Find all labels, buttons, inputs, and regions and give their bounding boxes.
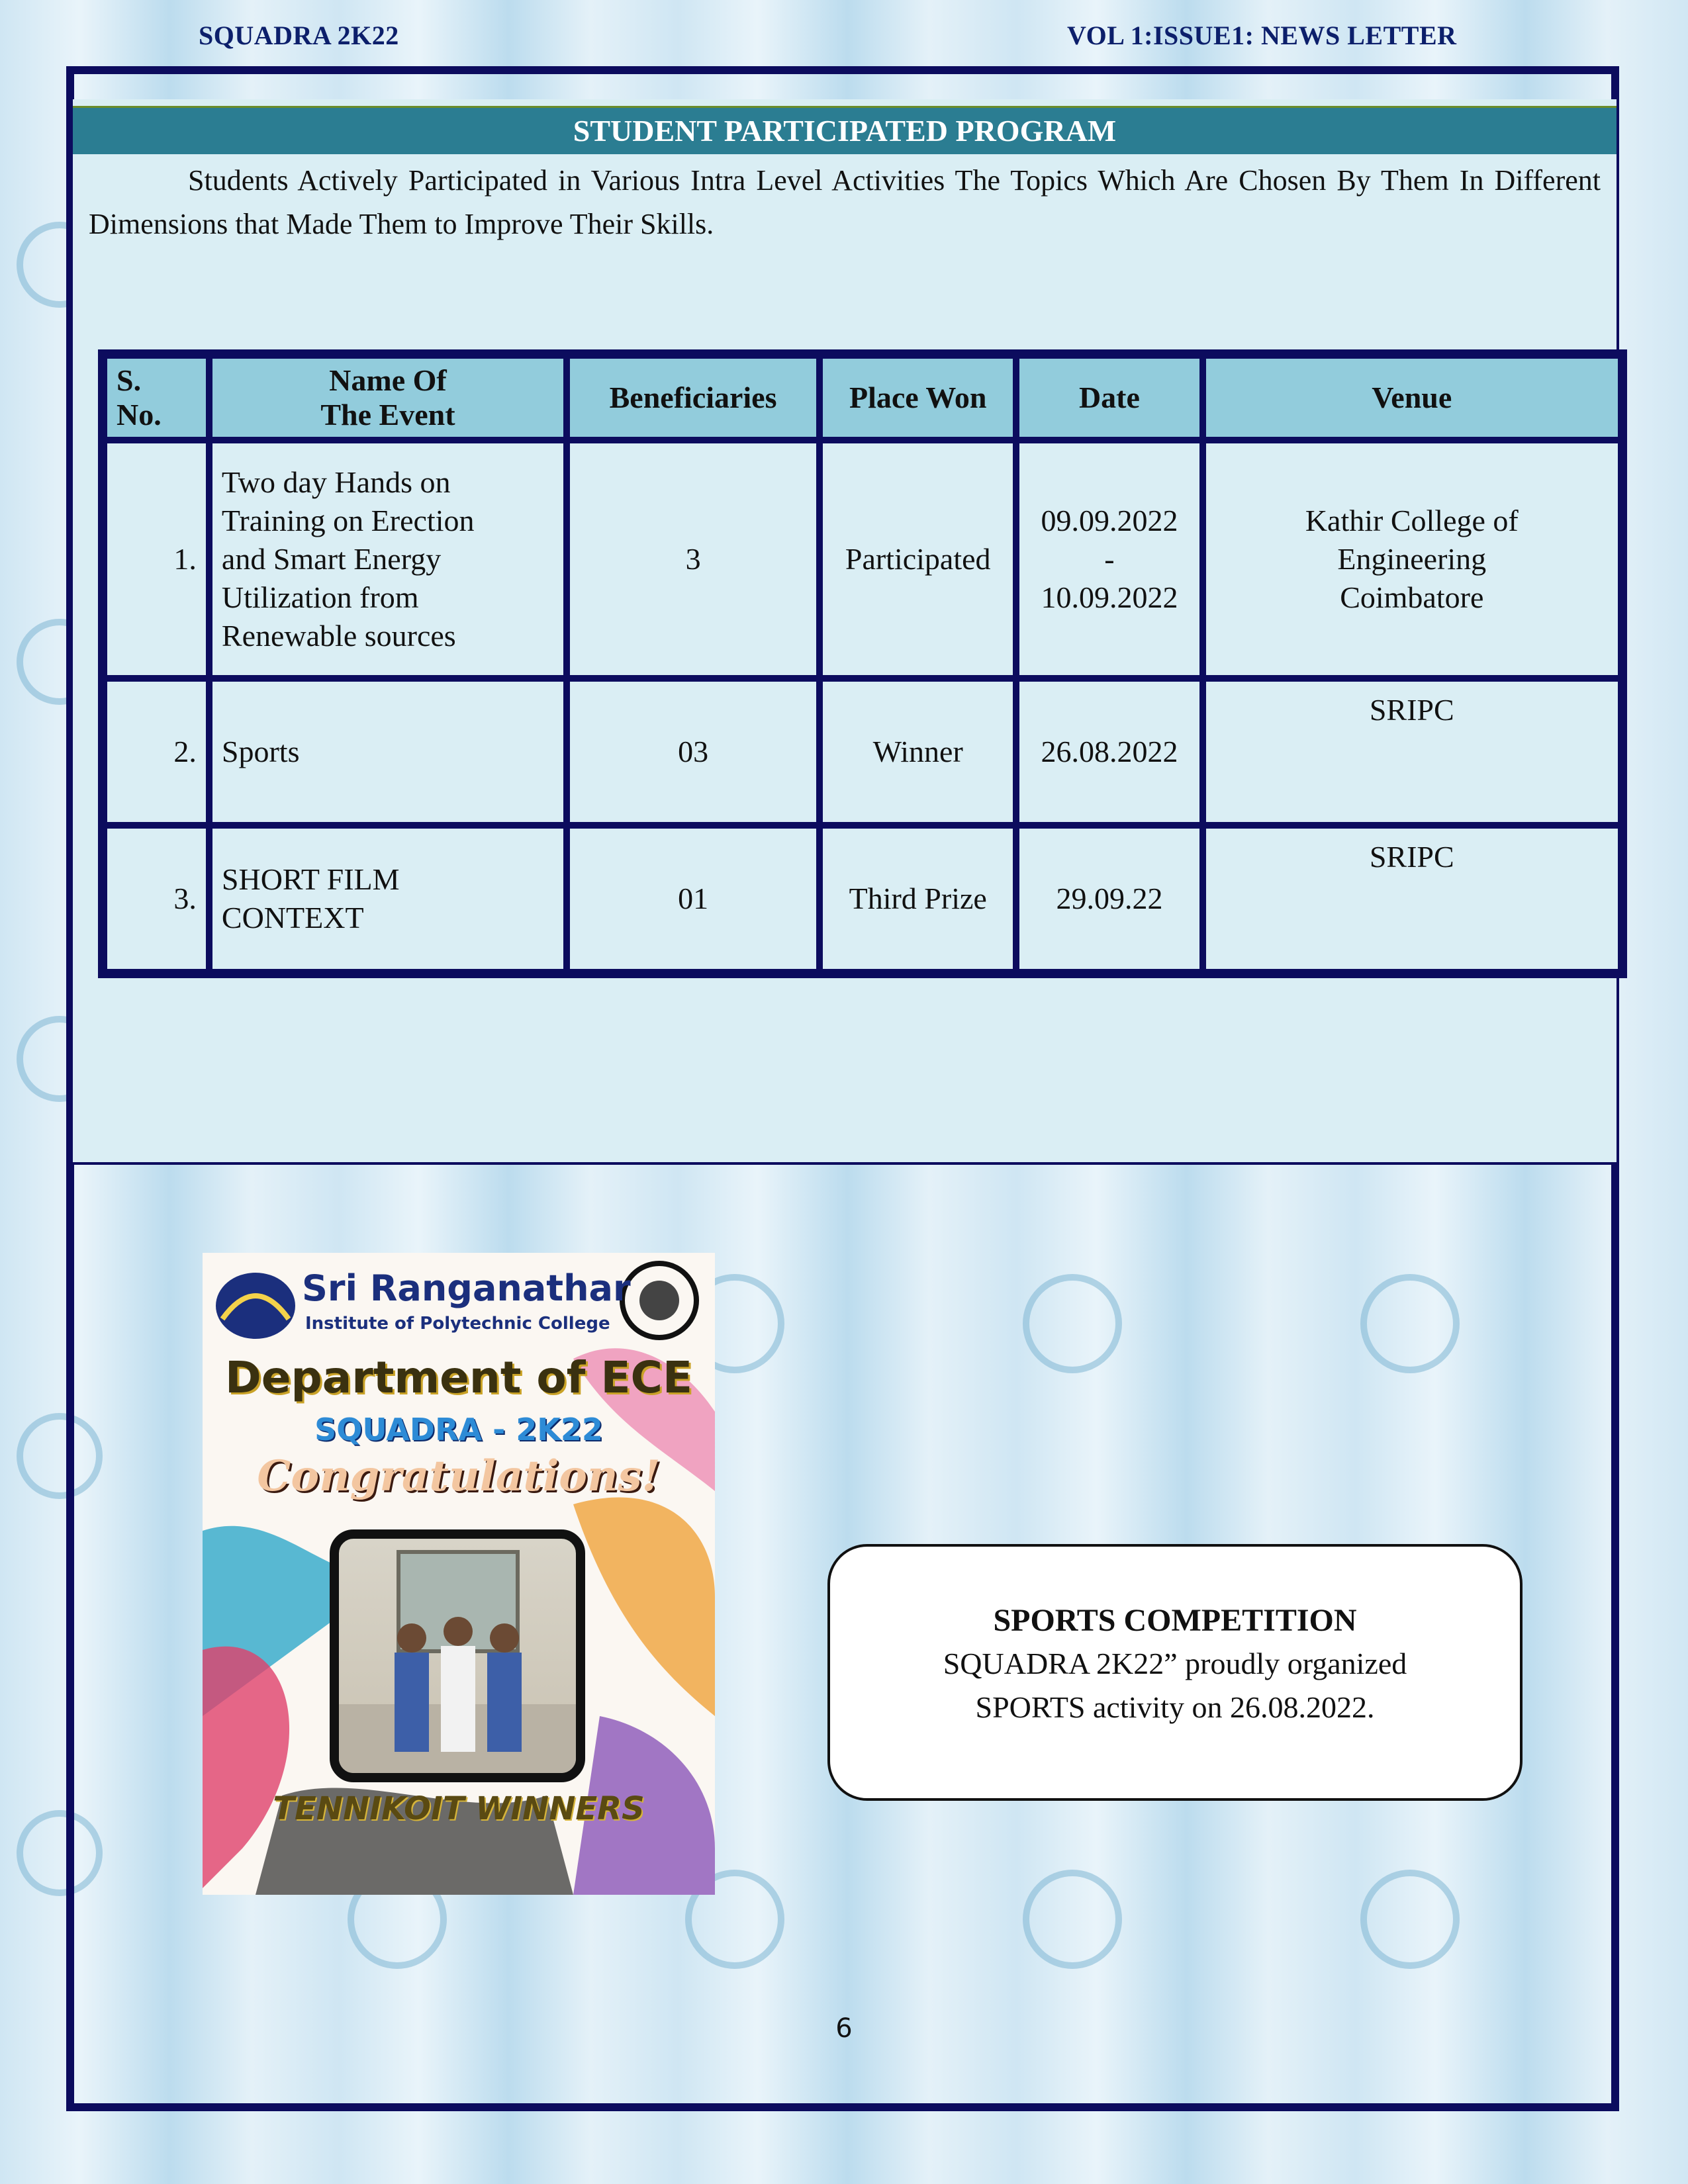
date-line: -	[1104, 542, 1115, 576]
header-event-name	[209, 355, 567, 440]
newsletter-name: SQUADRA 2K22	[199, 21, 399, 50]
section-title: STUDENT PARTICIPATED PROGRAM	[73, 106, 1617, 154]
table-header-row	[104, 355, 1621, 440]
venue-line: Kathir College of	[1305, 504, 1519, 537]
row-date: 26.08.2022	[1016, 678, 1202, 825]
row-place-won: Winner	[820, 678, 1016, 825]
poster-congratulations: Congratulations!	[257, 1451, 661, 1501]
row-event-name: Sports	[209, 678, 567, 825]
poster-event-name: SQUADRA - 2K22	[314, 1412, 603, 1447]
poster-college-name: Sri Ranganathar	[302, 1267, 631, 1309]
row-venue: SRIPC	[1203, 678, 1621, 825]
header-name-line1: Name Of	[329, 363, 447, 397]
header-beneficiaries: Beneficiaries	[567, 355, 820, 440]
callout-title: SPORTS COMPETITION	[993, 1603, 1357, 1638]
row-sno: 2.	[104, 678, 209, 825]
event-name-line: Renewable sources	[221, 619, 456, 653]
row-venue: SRIPC	[1203, 825, 1621, 972]
poster-institute-name: Institute of Polytechnic College	[305, 1314, 610, 1334]
event-name-line: Training on Erection	[221, 504, 475, 537]
college-emblem-icon	[209, 1259, 302, 1345]
date-line: 10.09.2022	[1041, 580, 1178, 614]
header-date: Date	[1016, 355, 1202, 440]
venue-line: Coimbatore	[1340, 580, 1484, 614]
table-row	[104, 440, 1621, 678]
winners-photo-graphic	[339, 1539, 576, 1773]
row-sno: 1.	[104, 440, 209, 678]
row-date: 29.09.22	[1016, 825, 1202, 972]
event-name-line: SHORT FILM	[221, 862, 400, 896]
table-row	[104, 825, 1621, 972]
event-poster	[203, 1253, 715, 1895]
issue-label: VOL 1:ISSUE1: NEWS LETTER	[1067, 21, 1457, 50]
sports-callout-box	[827, 1544, 1523, 1801]
header-sno-line1: S.	[117, 363, 142, 397]
callout-line: SQUADRA 2K22” proudly organized	[943, 1647, 1407, 1680]
row-place-won: Third Prize	[820, 825, 1016, 972]
event-name-line: CONTEXT	[221, 901, 364, 934]
table-row	[104, 678, 1621, 825]
winners-photo	[330, 1529, 585, 1782]
header-name-line2: The Event	[320, 398, 455, 432]
row-date	[1016, 440, 1202, 678]
row-sno: 3.	[104, 825, 209, 972]
header-sno-line2: No.	[117, 398, 162, 432]
date-line: 09.09.2022	[1041, 504, 1178, 537]
events-table	[98, 349, 1627, 978]
row-place-won: Participated	[820, 440, 1016, 678]
row-venue	[1203, 440, 1621, 678]
row-beneficiaries: 01	[567, 825, 820, 972]
row-event-name	[209, 440, 567, 678]
venue-line: Engineering	[1337, 542, 1487, 576]
header-place-won: Place Won	[820, 355, 1016, 440]
event-name-line: Two day Hands on	[221, 465, 451, 499]
event-name-line: and Smart Energy	[221, 542, 442, 576]
header-venue: Venue	[1203, 355, 1621, 440]
poster-winners-caption: TENNIKOIT WINNERS	[273, 1790, 645, 1827]
row-event-name	[209, 825, 567, 972]
header-sno	[104, 355, 209, 440]
page-number: 6	[835, 2013, 853, 2044]
section-intro: Students Actively Participated in Various Intra Level Activities The Topics Which Are Chosen By Them In Different Dimensions that Made Them to Improve Their Skills.	[89, 164, 1601, 240]
row-beneficiaries: 03	[567, 678, 820, 825]
row-beneficiaries: 3	[567, 440, 820, 678]
callout-line: SPORTS activity on 26.08.2022.	[975, 1690, 1375, 1724]
event-name-line: Utilization from	[221, 580, 419, 614]
poster-department: Department of ECE	[224, 1352, 693, 1403]
